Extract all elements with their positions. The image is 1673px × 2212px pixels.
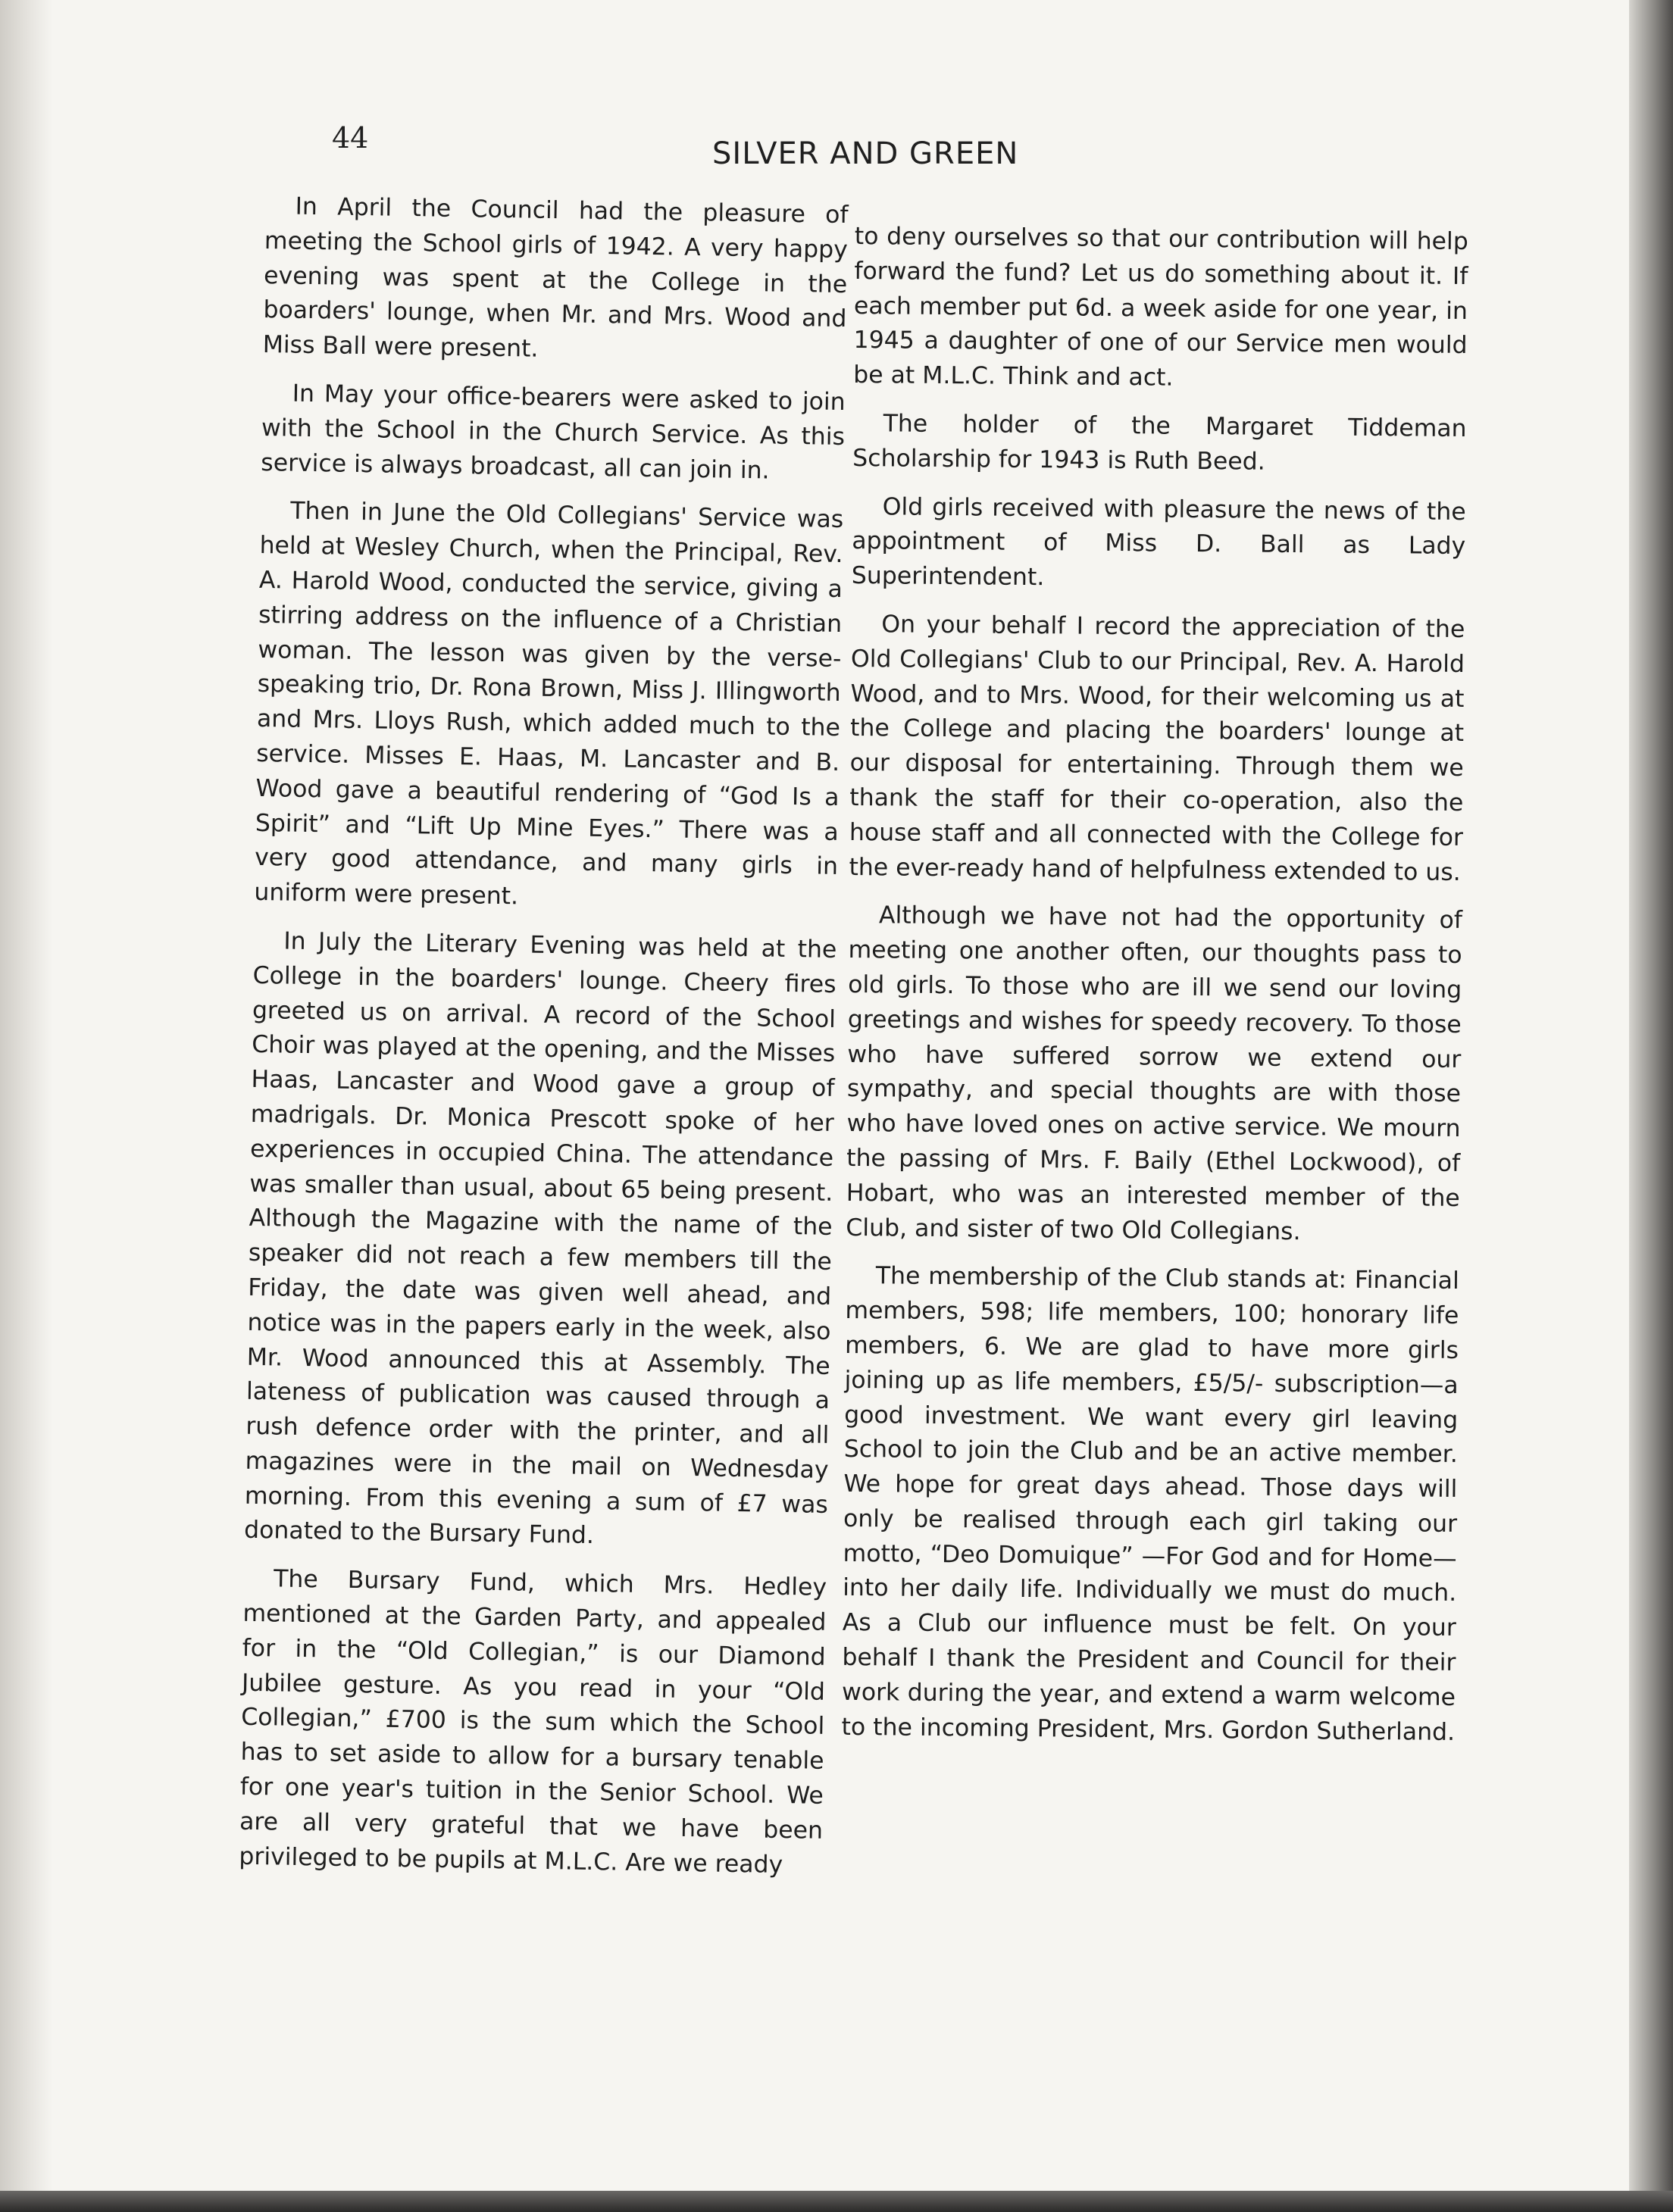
page-number: 44 bbox=[332, 121, 369, 155]
page-edge-bottom bbox=[0, 2191, 1673, 2212]
binding-shadow bbox=[0, 0, 53, 2212]
paragraph: Old girls received with pleasure the news of the appointment of Miss D. Ball as Lady Superintendent. bbox=[851, 492, 1466, 592]
paragraph: In July the Literary Evening was held at the College in the boarders' lounge. Cheery fires greeted us on arrival. A record of the School Choir was played at the opening, and the Misses Haas, Lancaster and Wood gave a group of madrigals. Dr. Monica Prescott spoke of her experiences in occupied China. The attendance was smaller than usual, about 65 being present. Although the Magazine with the name of the speaker did not reach a few members till the Friday, the date was given well ahead, and notice was in the papers early in the week, also Mr. Wood announced this at Assembly. The lateness of publication was caused through a rush defence order with the printer, and all magazines were in the mail on Wednesday morning. From this evening a sum of £7 was donated to the Bursary Fund. bbox=[243, 927, 837, 1550]
paragraph: to deny ourselves so that our contribution will help forward the fund? Let us do something about it. If each member put 6d. a week aside for one year, in 1945 a daughter of one of our Service men would be at M.L.C. Think and act. bbox=[853, 222, 1468, 392]
paragraph: The Bursary Fund, which Mrs. Hedley mentioned at the Garden Party, and appealed for in the “Old Collegian,” is our Diamond Jubilee gesture. As you read in your “Old Collegian,” £700 is the sum which the School has to set aside to allow for a bursary tenable for one year's tuition in the Senior School. We are all very grateful that we have been privileged to be pupils at M.L.C. Are we ready bbox=[239, 1565, 827, 1879]
paragraph: The holder of the Margaret Tiddeman Scholarship for 1943 is Ruth Beed. bbox=[852, 410, 1467, 476]
paragraph: In April the Council had the pleasure of meeting the School girls of 1942. A very happy evening was spent at the College in the boarders' lounge, when Mr. and Mrs. Wood and Miss Ball were present. bbox=[262, 192, 849, 363]
paragraph: The membership of the Club stands at: Financial members, 598; life members, 100; honorary life members, 6. We are glad to have more girls joining up as life members, £5/5/- subscription—a good investment. We want every girl leaving School to join the Club and be an active member. We hope for great days ahead. Those days will only be realised through each girl taking our motto, “Deo Domuique” —For God and for Home—into her daily life. Individually we must do much. As a Club our influence must be felt. On your behalf I thank the President and Council for their work during the year, and extend a warm welcome to the incoming President, Mrs. Gordon Sutherland. bbox=[841, 1262, 1459, 1746]
page-edge-right bbox=[1629, 0, 1673, 2212]
paragraph: In May your office-bearers were asked to join with the School in the Church Service. As this service is always broadcast, all can join in. bbox=[261, 380, 846, 485]
left-column bbox=[239, 189, 849, 1897]
paragraph: Although we have not had the opportunity of meeting one another often, our thoughts pass to old girls. To those who are ill we send our loving greetings and wishes for speedy recovery. To those who have suffered sorrow we extend our sympathy, and special thoughts are with those who have loved ones on active service. We mourn the passing of Mrs. F. Baily (Ethel Lockwood), of Hobart, who was an interested member of the Club, and sister of two Old Collegians. bbox=[846, 901, 1463, 1245]
paragraph: Then in June the Old Collegians' Service was held at Wesley Church, when the Principal, Rev. A. Harold Wood, conducted the service, giving a stirring address on the influence of a Christian woman. The lesson was given by the verse-speaking trio, Dr. Rona Brown, Miss J. Illingworth and Mrs. Lloys Rush, which added much to the service. Misses E. Haas, M. Lancaster and B. Wood gave a beautiful rendering of “God Is a Spirit” and “Lift Up Mine Eyes.” There was a very good attendance, and many girls in uniform were present. bbox=[254, 497, 844, 911]
paragraph: On your behalf I record the appreciation of the Old Collegians' Club to our Principal, Rev. A. Harold Wood, and to Mrs. Wood, for their welcoming us at the College and placing the boarders' lounge at our disposal for entertaining. Through them we thank the staff for their co-operation, also the house staff and all connected with the College for the ever-ready hand of helpfulness extended to us. bbox=[849, 611, 1465, 886]
running-title: SILVER AND GREEN bbox=[712, 136, 1019, 171]
right-column bbox=[841, 220, 1468, 1764]
